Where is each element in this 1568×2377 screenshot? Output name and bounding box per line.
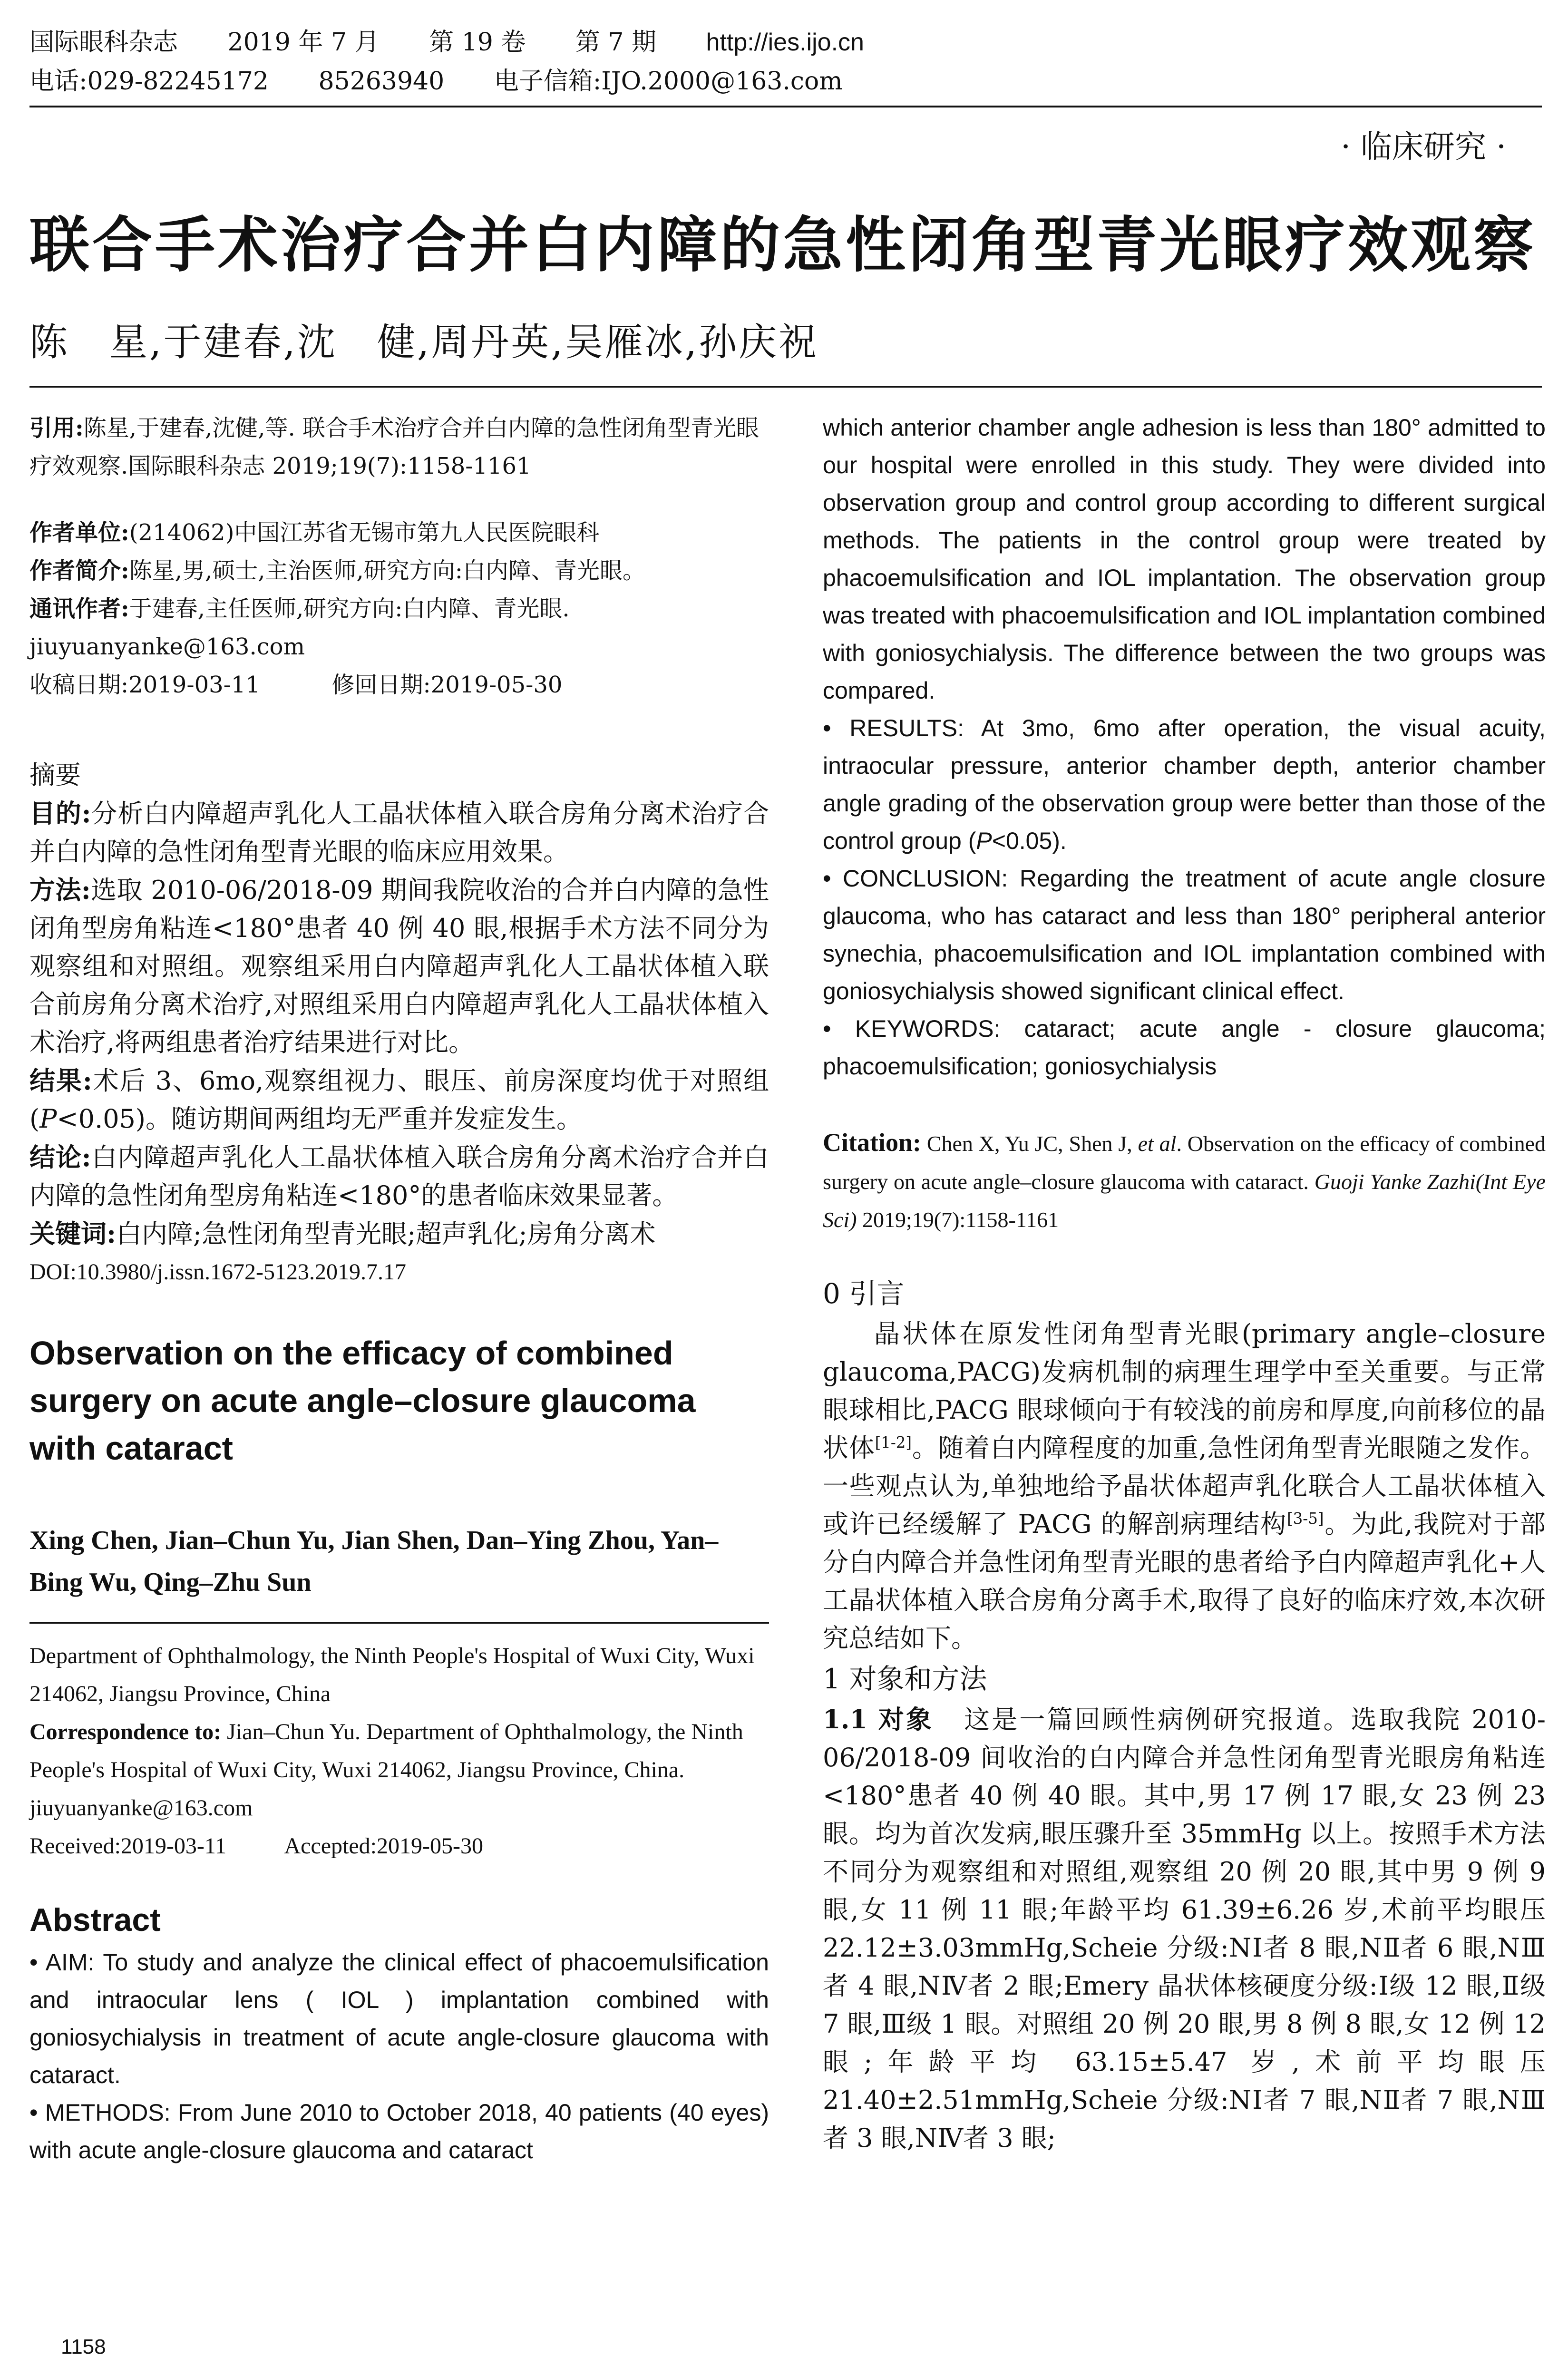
received-label: 收稿日期: — [29, 672, 129, 698]
received-date: 2019-03-11 — [128, 672, 260, 698]
journal-website[interactable]: http://ies.ijo.cn — [706, 29, 864, 56]
citation-en-label: Citation: — [823, 1128, 921, 1157]
methods-en-continued: which anterior chamber angle adhesion is less than 180° admitted to our hospital were enrolled in this study. They were divided into observation group and control group according to different surgical methods. The patients in the control group were treated by phacoemulsification and IOL implantation. The observation group was treated with phacoemulsification and IOL implantation combined with goniosychialysis. The difference between the two groups was compared. — [823, 414, 1546, 704]
citation-cn — [29, 409, 769, 485]
methods-subject-paragraph — [823, 1700, 1546, 2157]
conclusion-label: 结论: — [29, 1142, 91, 1172]
intro-text-b: 。随着白内障程度的加重,急性闭角型青光眼随之发作。一些观点认为,单独地给予晶状体超声乳化联合人工晶状体植入或许已经缓解了 PACG 的解剖病理结构 — [823, 1433, 1546, 1539]
correspondence-en — [29, 1713, 769, 1827]
revised-label: 修回日期: — [331, 672, 431, 698]
intro-text-c: 。为此,我院对于部分白内障合并急性闭角型青光眼的患者给予白内障超声乳化+人工晶状体植入联合房角分离手术,取得了良好的临床疗效,本次研究总结如下。 — [823, 1509, 1546, 1653]
volume: 第 19 卷 — [429, 28, 526, 57]
results-en-b: <0.05). — [992, 828, 1067, 854]
citation-en-b: . Observation on the efficacy of combined surgery on acute angle–closure glaucoma with cataract. — [823, 1131, 1546, 1194]
citation-text: 陈星,于建春,沈健,等. 联合手术治疗合并白内障的急性闭角型青光眼疗效观察.国际眼科杂志 2019;19(7):1158-1161 — [29, 415, 760, 479]
citation-label: 引用: — [29, 415, 84, 441]
corresponding-label: 通讯作者: — [29, 595, 129, 622]
left-column — [29, 409, 769, 2169]
article-title: 联合手术治疗合并白内障的急性闭角型青光眼疗效观察 — [29, 210, 1536, 280]
section-label: · 临床研究 · — [1341, 128, 1506, 165]
citation-en-journal: Guoji Yanke Zazhi(Int Eye Sci) — [823, 1169, 1546, 1232]
results-p: P — [39, 1104, 57, 1134]
issue-date: 2019 年 7 月 — [227, 28, 380, 57]
keywords-en: • KEYWORDS: cataract; acute angle - closure glaucoma; phacoemulsification; goniosychialysis — [823, 1015, 1546, 1080]
aim-en: • AIM: To study and analyze the clinical effect of phacoemulsification and intraocular lens ( IOL ) implantation combined with goniosychialysis in treatment of acute angle-closure glaucoma with cataract. — [29, 1949, 769, 2088]
received-en: Received:2019-03-11 — [29, 1833, 227, 1859]
citation-en — [823, 1123, 1546, 1239]
author-bio — [29, 552, 769, 590]
bio-text: 陈星,男,硕士,主治医师,研究方向:白内障、青光眼。 — [129, 557, 645, 584]
results-en — [823, 710, 1546, 860]
methods-label: 方法: — [29, 875, 91, 905]
revised-date: 2019-05-30 — [430, 672, 563, 698]
journal-phone: 电话:029-82245172 — [29, 67, 269, 96]
page-number: 1158 — [61, 2335, 106, 2358]
abstract-heading-cn: 摘要 — [29, 760, 81, 790]
keywords-cn — [29, 1215, 769, 1253]
correspondence-label: Correspondence to: — [29, 1719, 222, 1744]
conclusion-en: • CONCLUSION: Regarding the treatment of acute angle closure glaucoma, who has cataract and less than 180° peripheral anterior synechia, phacoemulsification and IOL implantation combined with goniosychialysis showed significant clinical effect. — [823, 865, 1546, 1004]
affiliation-text: (214062)中国江苏省无锡市第九人民医院眼科 — [129, 519, 600, 546]
conclusion-text: 白内障超声乳化人工晶状体植入联合房角分离术治疗合并白内障的急性闭角型房角粘连<180°的患者临床效果显著。 — [29, 1142, 769, 1210]
methods-cn — [29, 871, 769, 1062]
affiliation — [29, 514, 769, 552]
intro-heading: 0 引言 — [823, 1277, 905, 1310]
aim-cn — [29, 794, 769, 871]
correspondence-text: Jian–Chun Yu. Department of Ophthalmology, the Ninth People's Hospital of Wuxi City, Wuxi 214062, Jiangsu Province, China. jiuyuanyanke@163.com — [29, 1719, 743, 1821]
aim-label: 目的: — [29, 798, 91, 828]
header-rule — [29, 106, 1542, 107]
citation-en-a: Chen X, Yu JC, Shen J, — [926, 1131, 1132, 1156]
results-text-a: 术后 3、6mo,观察组视力、眼压、前房深度均优于对照组( — [29, 1066, 769, 1134]
bio-label: 作者简介: — [29, 557, 129, 584]
english-authors: Xing Chen, Jian–Chun Yu, Jian Shen, Dan–Ying Zhou, Yan–Bing Wu, Qing–Zhu Sun — [29, 1526, 719, 1597]
dates-en — [29, 1827, 769, 1865]
results-en-p: P — [976, 828, 992, 854]
results-en-a: • RESULTS: At 3mo, 6mo after operation, the visual acuity, intraocular pressure, anterior chamber depth, anterior chamber angle grading of the observation group were better than those of the control group ( — [823, 715, 1546, 854]
results-text-b: <0.05)。随访期间两组均无严重并发症发生。 — [57, 1104, 582, 1134]
doi[interactable]: DOI:10.3980/j.issn.1672-5123.2019.7.17 — [29, 1259, 406, 1285]
right-column — [823, 409, 1546, 2157]
methods-heading: 1 对象和方法 — [823, 1663, 987, 1695]
methods-body: 这是一篇回顾性病例研究报道。选取我院 2010-06/2018-09 间收治的白内障合并急性闭角型青光眼房角粘连<180°患者 40 例 40 眼。其中,男 17 例 17 眼,女 23 例 23 眼。均为首次发病,眼压骤升至 35mmHg 以上。按照手术方法不同分为观察组和对照组,观察组 20 例 20 眼,其中男 9 例 9 眼,女 11 例 11 眼;年龄平均 61.39±6.26 岁,术前平均眼压 22.12±3.03mmHg,Scheie 分级:NⅠ者 8 眼,NⅡ者 6 眼,NⅢ者 4 眼,NⅣ者 2 眼;Emery 晶状体核硬度分级:Ⅰ级 12 眼,Ⅱ级 7 眼,Ⅲ级 1 眼。对照组 20 例 20 眼,男 8 例 8 眼,女 12 例 12 眼;年龄平均 63.15±5.47 岁,术前平均眼压 21.40±2.51mmHg,Scheie 分级:NⅠ者 7 眼,NⅡ者 7 眼,NⅢ者 3 眼,NⅣ者 3 眼; — [823, 1705, 1546, 2153]
journal-name: 国际眼科杂志 — [29, 28, 178, 57]
intro-ref-2: [3-5] — [1287, 1510, 1324, 1528]
conclusion-cn — [29, 1138, 769, 1215]
methods-text: 选取 2010-06/2018-09 期间我院收治的合并白内障的急性闭角型房角粘连<180°患者 40 例 40 眼,根据手术方法不同分为观察组和对照组。观察组采用白内障超声乳化人工晶状体植入联合前房角分离术治疗,对照组采用白内障超声乳化人工晶状体植入术治疗,将两组患者治疗结果进行对比。 — [29, 875, 769, 1057]
department-en: Department of Ophthalmology, the Ninth People's Hospital of Wuxi City, Wuxi 214062, Jiangsu Province, China — [29, 1643, 755, 1706]
accepted-en: Accepted:2019-05-30 — [284, 1833, 483, 1859]
subsection-label: 1.1 对象 — [823, 1704, 934, 1734]
authors-cn: 陈 星,于建春,沈 健,周丹英,吴雁冰,孙庆祝 — [29, 320, 819, 364]
journal-email: 电子信箱:IJO.2000@163.com — [494, 67, 843, 96]
results-label: 结果: — [29, 1065, 92, 1096]
intro-text-a: 晶状体在原发性闭角型青光眼(primary angle–closure glaucoma,PACG)发病机制的病理生理学中至关重要。与正常眼球相比,PACG 眼球倾向于有较浅的前房和厚度,向前移位的晶状体 — [823, 1319, 1546, 1463]
corresponding-author — [29, 590, 769, 666]
results-cn — [29, 1062, 769, 1138]
affiliation-label: 作者单位: — [29, 519, 129, 546]
corresponding-text: 于建春,主任医师,研究方向:白内障、青光眼. jiuyuanyanke@163.com — [29, 595, 570, 660]
abstract-heading-en: Abstract — [29, 1902, 161, 1938]
dates-cn — [29, 666, 769, 704]
citation-en-etal: et al — [1138, 1131, 1177, 1156]
intro-ref-1: [1-2] — [875, 1433, 912, 1452]
issue-number: 第 7 期 — [575, 28, 657, 57]
keywords-label: 关键词: — [29, 1218, 116, 1249]
english-title: Observation on the efficacy of combined surgery on acute angle–closure glaucoma with cataract — [29, 1335, 696, 1467]
methods-en: • METHODS: From June 2010 to October 2018, 40 patients (40 eyes) with acute angle-closure glaucoma and cataract — [29, 2099, 769, 2163]
aim-text: 分析白内障超声乳化人工晶状体植入联合房角分离术治疗合并白内障的急性闭角型青光眼的临床应用效果。 — [29, 799, 769, 867]
citation-en-c: 2019;19(7):1158-1161 — [862, 1208, 1059, 1232]
title-rule — [29, 386, 1542, 388]
journal-header — [29, 23, 1542, 101]
keywords-text: 白内障;急性闭角型青光眼;超声乳化;房角分离术 — [116, 1219, 656, 1249]
intro-paragraph — [823, 1315, 1546, 1657]
journal-phone-2: 85263940 — [318, 67, 445, 96]
